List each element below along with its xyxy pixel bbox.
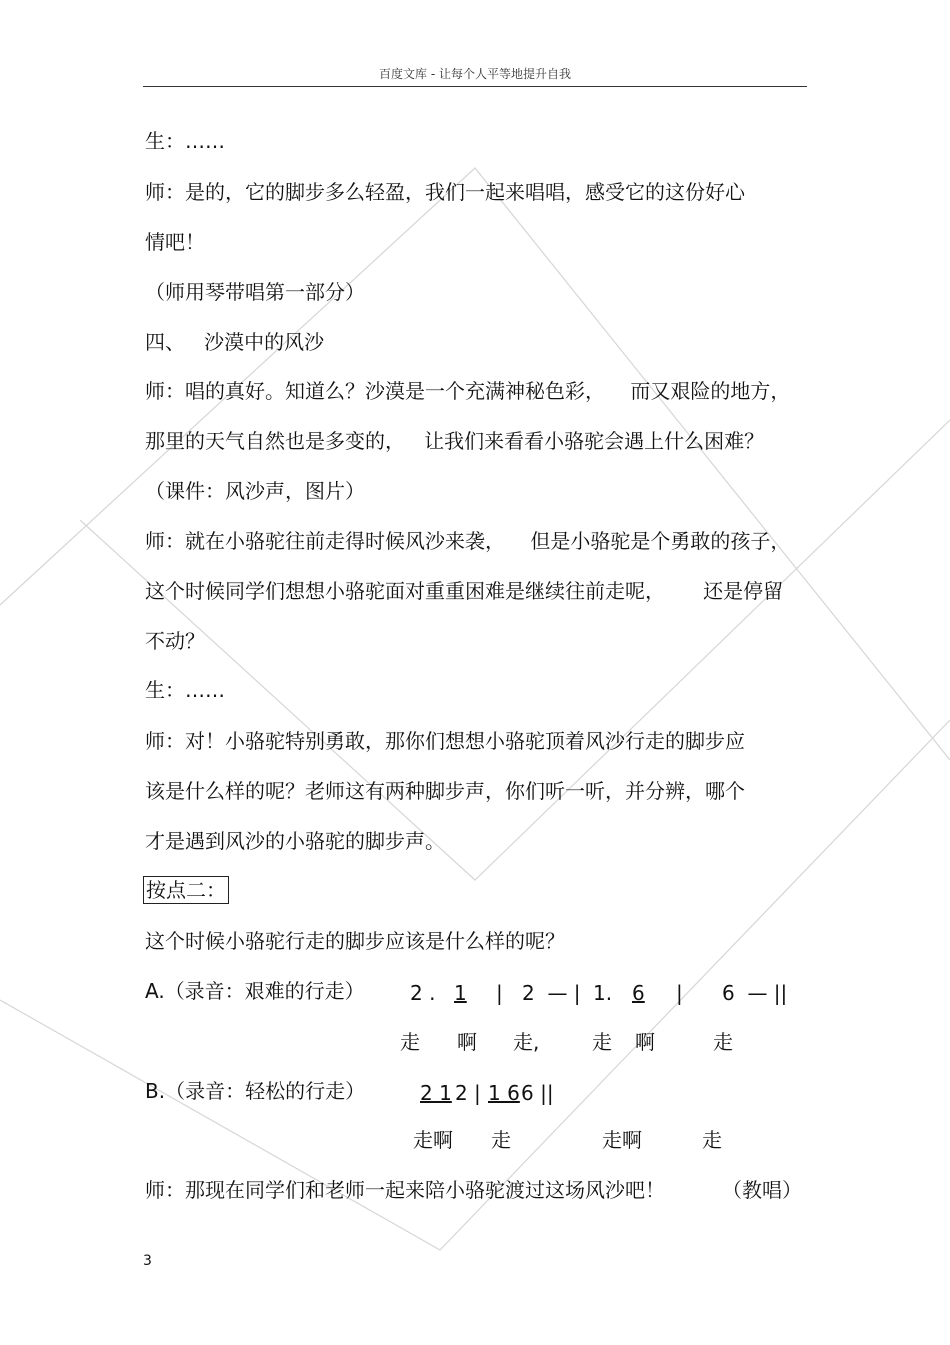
notation-note: 2 xyxy=(455,1081,468,1105)
notation-note: 2 . xyxy=(410,981,436,1005)
page-header: 百度文库 - 让每个人平等地提升自我 xyxy=(143,64,807,87)
paragraph-line: 才是遇到风沙的小骆驼的脚步声。 xyxy=(145,829,445,853)
paragraph-line: 该是什么样的呢？老师这有两种脚步声，你们听一听，并分辨，哪个 xyxy=(145,779,745,803)
notation-note: 6 xyxy=(632,981,645,1005)
lyric: 走啊 xyxy=(602,1128,642,1152)
paragraph-line: 生：…… xyxy=(145,129,225,153)
option-b-label: B.（录音：轻松的行走） xyxy=(145,1079,366,1103)
page-number: 3 xyxy=(143,1253,152,1269)
notation-note: 2 — | xyxy=(522,981,581,1005)
lyric: 走 xyxy=(713,1030,733,1054)
lyric: 走 xyxy=(491,1128,511,1152)
section-heading: 四、 沙漠中的风沙 xyxy=(145,330,325,354)
paragraph-line: 这个时候同学们想想小骆驼面对重重困难是继续往前走呢， 还是停留 xyxy=(145,579,784,603)
lyric: 啊 xyxy=(635,1030,655,1054)
option-a-label: A.（录音：艰难的行走） xyxy=(145,979,365,1003)
paragraph-line: 师：是的，它的脚步多么轻盈，我们一起来唱唱，感受它的这份好心 xyxy=(145,180,745,204)
paragraph-line: （课件：风沙声，图片） xyxy=(145,479,365,503)
paragraph-line: 师：就在小骆驼往前走得时候风沙来袭， 但是小骆驼是个勇敢的孩子， xyxy=(145,529,791,553)
paragraph-line: 师：唱的真好。知道么？沙漠是一个充满神秘色彩， 而又艰险的地方， xyxy=(145,379,791,403)
notation-barline: | xyxy=(474,1081,481,1105)
notation-note: 1 6 xyxy=(488,1081,520,1105)
closing-note: （教唱） xyxy=(722,1178,802,1202)
paragraph-line: 那里的天气自然也是多变的， 让我们来看看小骆驼会遇上什么困难？ xyxy=(145,429,765,453)
boxed-label: 按点二： xyxy=(143,876,229,904)
notation-note: 6 — || xyxy=(722,981,788,1005)
closing-line: 师：那现在同学们和老师一起来陪小骆驼渡过这场风沙吧！ xyxy=(145,1178,665,1202)
lyric: 啊 xyxy=(457,1030,477,1054)
notation-barline: | xyxy=(496,981,503,1005)
notation-note: 6 || xyxy=(521,1081,554,1105)
notation-note: 2 1 xyxy=(420,1081,452,1105)
lyric: 走 xyxy=(400,1030,420,1054)
paragraph-line: （师用琴带唱第一部分） xyxy=(145,280,365,304)
paragraph-line: 不动？ xyxy=(145,629,205,653)
notation-note: 1. xyxy=(593,981,613,1005)
paragraph-line: 情吧！ xyxy=(145,230,205,254)
paragraph-line: 生：…… xyxy=(145,678,225,702)
lyric: 走 xyxy=(702,1128,722,1152)
paragraph-line: 这个时候小骆驼行走的脚步应该是什么样的呢？ xyxy=(145,929,565,953)
notation-barline: | xyxy=(676,981,683,1005)
lyric: 走, xyxy=(513,1030,540,1054)
lyric: 走 xyxy=(592,1030,612,1054)
lyric: 走啊 xyxy=(413,1128,453,1152)
notation-note: 1 xyxy=(454,981,467,1005)
paragraph-line: 师：对！小骆驼特别勇敢，那你们想想小骆驼顶着风沙行走的脚步应 xyxy=(145,729,745,753)
